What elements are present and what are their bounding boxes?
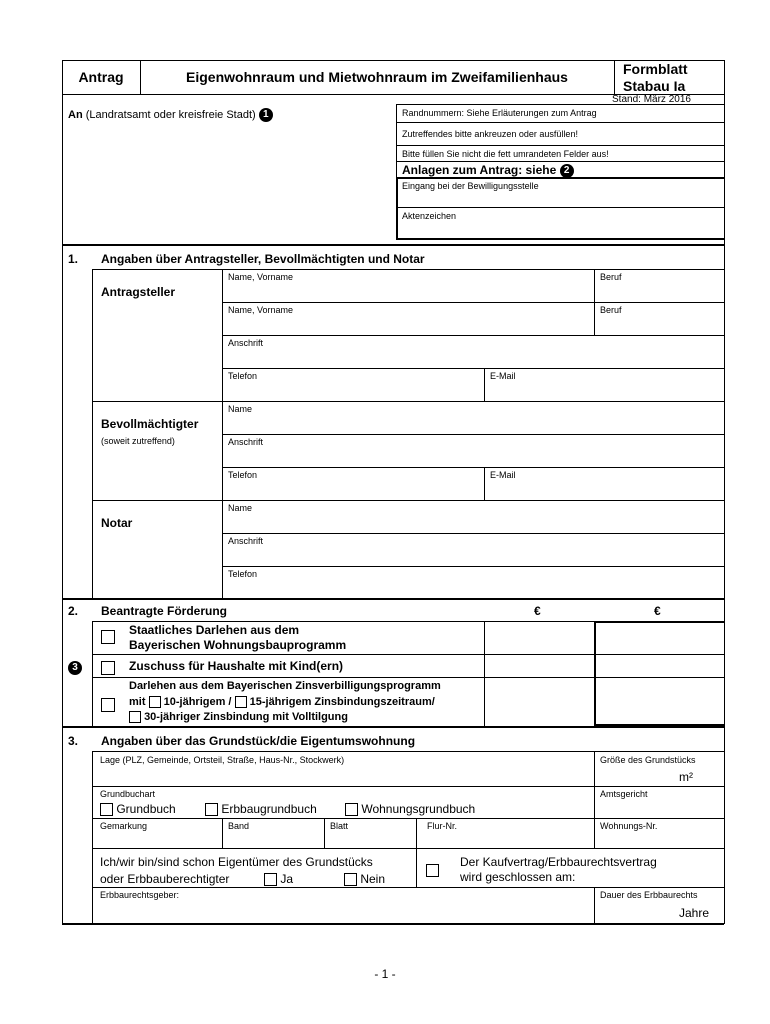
section2-divider bbox=[62, 598, 724, 600]
lage-input[interactable] bbox=[94, 766, 592, 785]
telefon-label-2: Telefon bbox=[228, 470, 258, 480]
antragsteller-beruf-1-input[interactable] bbox=[596, 283, 722, 301]
antragsteller-name-1-input[interactable] bbox=[224, 283, 592, 301]
marker-2-icon: 2 bbox=[560, 164, 574, 178]
antragsteller-telefon-input[interactable] bbox=[224, 382, 482, 400]
dauer-input[interactable] bbox=[596, 903, 676, 922]
anschrift-label-1: Anschrift bbox=[228, 338, 264, 348]
antrag-label: Antrag bbox=[78, 69, 124, 85]
email-label-2: E-Mail bbox=[490, 470, 516, 480]
name-vorname-label-1: Name, Vorname bbox=[228, 272, 294, 282]
stand-date: Stand: März 2016 bbox=[612, 94, 691, 105]
antragsteller-beruf-2-input[interactable] bbox=[596, 316, 722, 334]
euro-bold-box bbox=[594, 621, 724, 726]
name-label-4: Name bbox=[228, 503, 253, 513]
page-number: - 1 - bbox=[374, 967, 396, 981]
wohnungsgrundbuch-option[interactable]: Wohnungsgrundbuch bbox=[345, 802, 475, 816]
section1-title: Angaben über Antragsteller, Bevollmächtigten und Notar bbox=[101, 252, 425, 266]
antragsteller-name-2-input[interactable] bbox=[224, 316, 592, 334]
marker-3-icon: 3 bbox=[68, 661, 82, 675]
marker-1-icon: 1 bbox=[259, 108, 273, 122]
antragsteller-label: Antragsteller bbox=[101, 285, 176, 299]
grundbuch-option[interactable]: Grundbuch bbox=[100, 802, 176, 816]
telefon-label-1: Telefon bbox=[228, 371, 258, 381]
kaufvertrag-date-label: wird geschlossen am: bbox=[460, 870, 576, 884]
anlagen-label: Anlagen zum Antrag: siehe 2 bbox=[402, 163, 574, 178]
formblatt-label: Formblatt bbox=[623, 61, 688, 77]
opt2-label: Zuschuss für Haushalte mit Kind(ern) bbox=[129, 659, 344, 673]
addressee-label: An (Landratsamt oder kreisfreie Stadt) 1 bbox=[68, 108, 273, 122]
groesse-input[interactable] bbox=[596, 766, 676, 785]
opt3-checkbox[interactable] bbox=[101, 696, 115, 714]
form-bottom-border bbox=[62, 923, 724, 925]
opt3-30-checkbox[interactable] bbox=[129, 711, 141, 723]
page-title: Eigenwohnraum und Mietwohnraum im Zweifamilienhaus bbox=[186, 69, 568, 85]
section3-number: 3. bbox=[68, 734, 79, 748]
flur-nr-label: Flur-Nr. bbox=[427, 821, 457, 831]
erbbaurechtsgeber-label: Erbbaurechtsgeber: bbox=[100, 890, 180, 900]
m2-unit: m² bbox=[679, 770, 693, 784]
eingang-label: Eingang bei der Bewilligungsstelle bbox=[402, 181, 539, 191]
section2-number: 2. bbox=[68, 604, 79, 618]
amtsgericht-input[interactable] bbox=[596, 800, 722, 817]
amtsgericht-label: Amtsgericht bbox=[600, 789, 648, 799]
anschrift-label-3: Anschrift bbox=[228, 536, 264, 546]
opt3-15-checkbox[interactable] bbox=[235, 696, 247, 708]
antragsteller-anschrift-input[interactable] bbox=[224, 349, 722, 367]
notar-label: Notar bbox=[101, 516, 133, 530]
euro-header-1: € bbox=[534, 604, 541, 618]
section2-title: Beantragte Förderung bbox=[101, 604, 228, 618]
opt1-checkbox[interactable] bbox=[101, 628, 115, 646]
anschrift-label-2: Anschrift bbox=[228, 437, 264, 447]
erbbaurechtsgeber-input[interactable] bbox=[94, 901, 592, 922]
blatt-input[interactable] bbox=[326, 832, 414, 847]
notar-name-input[interactable] bbox=[224, 514, 722, 532]
band-label: Band bbox=[228, 821, 250, 831]
name-vorname-label-2: Name, Vorname bbox=[228, 305, 294, 315]
opt2-amount-input[interactable] bbox=[486, 656, 592, 676]
beruf-label-1: Beruf bbox=[600, 272, 622, 282]
telefon-label-3: Telefon bbox=[228, 569, 258, 579]
section3-divider bbox=[62, 726, 724, 728]
bevollmaechtigter-hint: (soweit zutreffend) bbox=[101, 436, 175, 446]
section1-number: 1. bbox=[68, 252, 79, 266]
bevollmaechtigter-name-input[interactable] bbox=[224, 415, 722, 433]
bevollmaechtigter-telefon-input[interactable] bbox=[224, 481, 482, 499]
beruf-label-2: Beruf bbox=[600, 305, 622, 315]
erbbaugrundbuch-option[interactable]: Erbbaugrundbuch bbox=[205, 802, 317, 816]
groesse-label: Größe des Grundstücks bbox=[600, 755, 696, 765]
blatt-label: Blatt bbox=[330, 821, 349, 831]
opt3-10-checkbox[interactable] bbox=[149, 696, 161, 708]
euro-header-2: € bbox=[654, 604, 661, 618]
wohnungs-nr-label: Wohnungs-Nr. bbox=[600, 821, 658, 831]
opt3-amount-input[interactable] bbox=[486, 679, 592, 725]
kaufvertrag-label: Der Kaufvertrag/Erbbaurechtsvertrag bbox=[460, 855, 657, 869]
opt3-30-row: 30-jähriger Zinsbindung mit Volltilgung bbox=[129, 711, 348, 723]
nein-option[interactable]: Nein bbox=[344, 872, 385, 886]
section1-divider bbox=[62, 244, 724, 246]
eigentuemer-question-line2: oder Erbbauberechtigter bbox=[100, 872, 230, 886]
aktenzeichen-label: Aktenzeichen bbox=[402, 211, 457, 221]
gemarkung-input[interactable] bbox=[94, 832, 220, 847]
opt1-label: Staatliches Darlehen aus dem Bayerischen Wohnungsbauprogramm bbox=[129, 623, 347, 652]
grundbuchart-label: Grundbuchart bbox=[100, 789, 156, 799]
wohnungs-nr-input[interactable] bbox=[596, 832, 722, 847]
name-label-3: Name bbox=[228, 404, 253, 414]
formblatt-id: Stabau Ia bbox=[623, 78, 686, 94]
bevollmaechtigter-label: Bevollmächtigter bbox=[101, 417, 199, 431]
info-randnummern: Randnummern: Siehe Erläuterungen zum Antrag bbox=[402, 108, 597, 118]
notar-telefon-input[interactable] bbox=[224, 580, 722, 597]
dauer-label: Dauer des Erbbaurechts bbox=[600, 890, 698, 900]
info-fett-umrandet: Bitte füllen Sie nicht die fett umrandeten Felder aus! bbox=[402, 149, 609, 159]
form-right-border bbox=[724, 60, 725, 924]
eigentuemer-question: Ich/wir bin/sind schon Eigentümer des Grundstücks bbox=[100, 855, 373, 869]
jahre-unit: Jahre bbox=[679, 906, 710, 920]
email-label-1: E-Mail bbox=[490, 371, 516, 381]
notar-anschrift-input[interactable] bbox=[224, 547, 722, 565]
antragsteller-email-input[interactable] bbox=[486, 382, 722, 400]
flur-nr-input[interactable] bbox=[418, 832, 592, 847]
form-left-border bbox=[62, 60, 63, 924]
kaufvertrag-date-input[interactable] bbox=[590, 869, 722, 885]
gemarkung-label: Gemarkung bbox=[100, 821, 148, 831]
info-zutreffendes: Zutreffendes bitte ankreuzen oder ausfüllen! bbox=[402, 129, 578, 139]
opt1-amount-input[interactable] bbox=[486, 623, 592, 653]
opt3-label: Darlehen aus dem Bayerischen Zinsverbilligungsprogramm bbox=[129, 680, 441, 692]
bevollmaechtigter-email-input[interactable] bbox=[486, 481, 722, 499]
opt3-zinsbindung-row: mit 10-jährigem / 15-jährigem Zinsbindungszeitraum/ bbox=[129, 696, 435, 708]
section3-title: Angaben über das Grundstück/die Eigentumswohnung bbox=[101, 734, 416, 748]
ja-option[interactable]: Ja bbox=[264, 872, 293, 886]
opt2-checkbox[interactable] bbox=[101, 659, 115, 677]
kaufvertrag-checkbox[interactable] bbox=[426, 862, 439, 880]
band-input[interactable] bbox=[224, 832, 322, 847]
lage-label: Lage (PLZ, Gemeinde, Ortsteil, Straße, Haus-Nr., Stockwerk) bbox=[100, 755, 345, 765]
addressee-field[interactable] bbox=[64, 122, 394, 240]
bevollmaechtigter-anschrift-input[interactable] bbox=[224, 448, 722, 466]
